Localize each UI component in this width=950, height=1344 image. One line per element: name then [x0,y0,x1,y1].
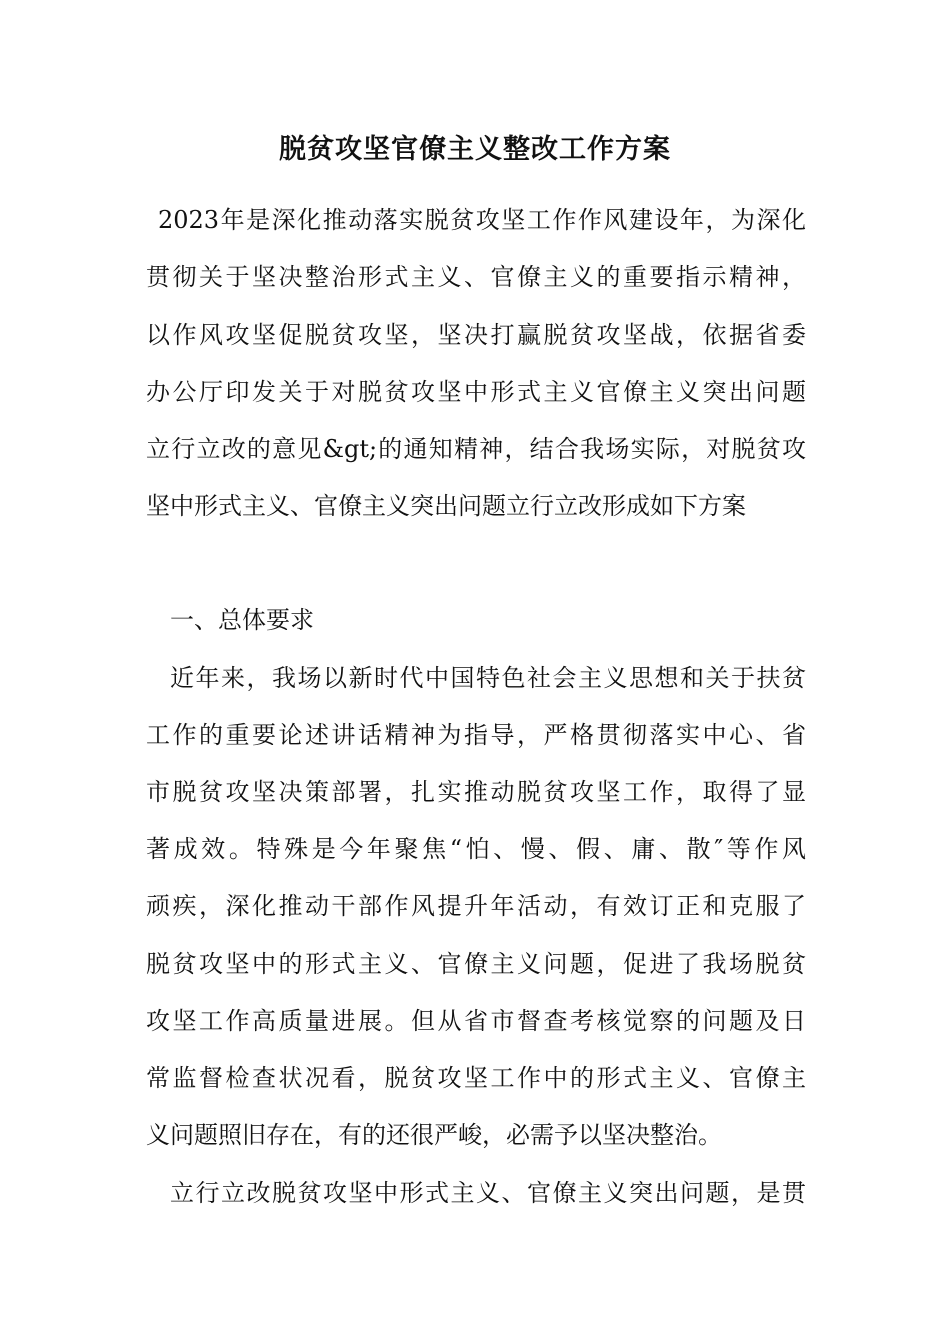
body-line: 立行立改脱贫攻坚中形式主义、官僚主义突出问题，是贯 [170,1179,806,1207]
body-line: 著成效。特殊是今年聚焦“怕、慢、假、庸、散″等作风 [146,835,806,863]
body-line: 义问题照旧存在，有的还很严峻，必需予以坚决整治。 [146,1121,722,1149]
body-line: 近年来，我场以新时代中国特色社会主义思想和关于扶贫 [170,664,806,692]
body-line: 攻坚工作高质量进展。但从省市督查考核觉察的问题及日 [146,1007,806,1035]
intro-line: 贯彻关于坚决整治形式主义、官僚主义的重要指示精神， [146,263,806,291]
intro-line: 办公厅印发关于对脱贫攻坚中形式主义官僚主义突出问题 [146,378,806,406]
intro-line: 2023年是深化推动落实脱贫攻坚工作作风建设年，为深化 [158,206,806,234]
intro-line: 坚中形式主义、官僚主义突出问题立行立改形成如下方案 [146,492,746,520]
intro-line: 以作风攻坚促脱贫攻坚，坚决打赢脱贫攻坚战，依据省委 [146,321,806,349]
document-title: 脱贫攻坚官僚主义整改工作方案 [279,134,671,165]
body-line: 工作的重要论述讲话精神为指导，严格贯彻落实中心、省 [146,721,806,749]
intro-line: 立行立改的意见&gt;的通知精神，结合我场实际，对脱贫攻 [146,435,806,463]
body-line: 顽疾，深化推动干部作风提升年活动，有效订正和克服了 [146,892,806,920]
section-heading: 一、总体要求 [170,606,314,634]
body-line: 市脱贫攻坚决策部署，扎实推动脱贫攻坚工作，取得了显 [146,778,806,806]
body-line: 常监督检查状况看，脱贫攻坚工作中的形式主义、官僚主 [146,1064,806,1092]
body-line: 脱贫攻坚中的形式主义、官僚主义问题，促进了我场脱贫 [146,950,806,978]
